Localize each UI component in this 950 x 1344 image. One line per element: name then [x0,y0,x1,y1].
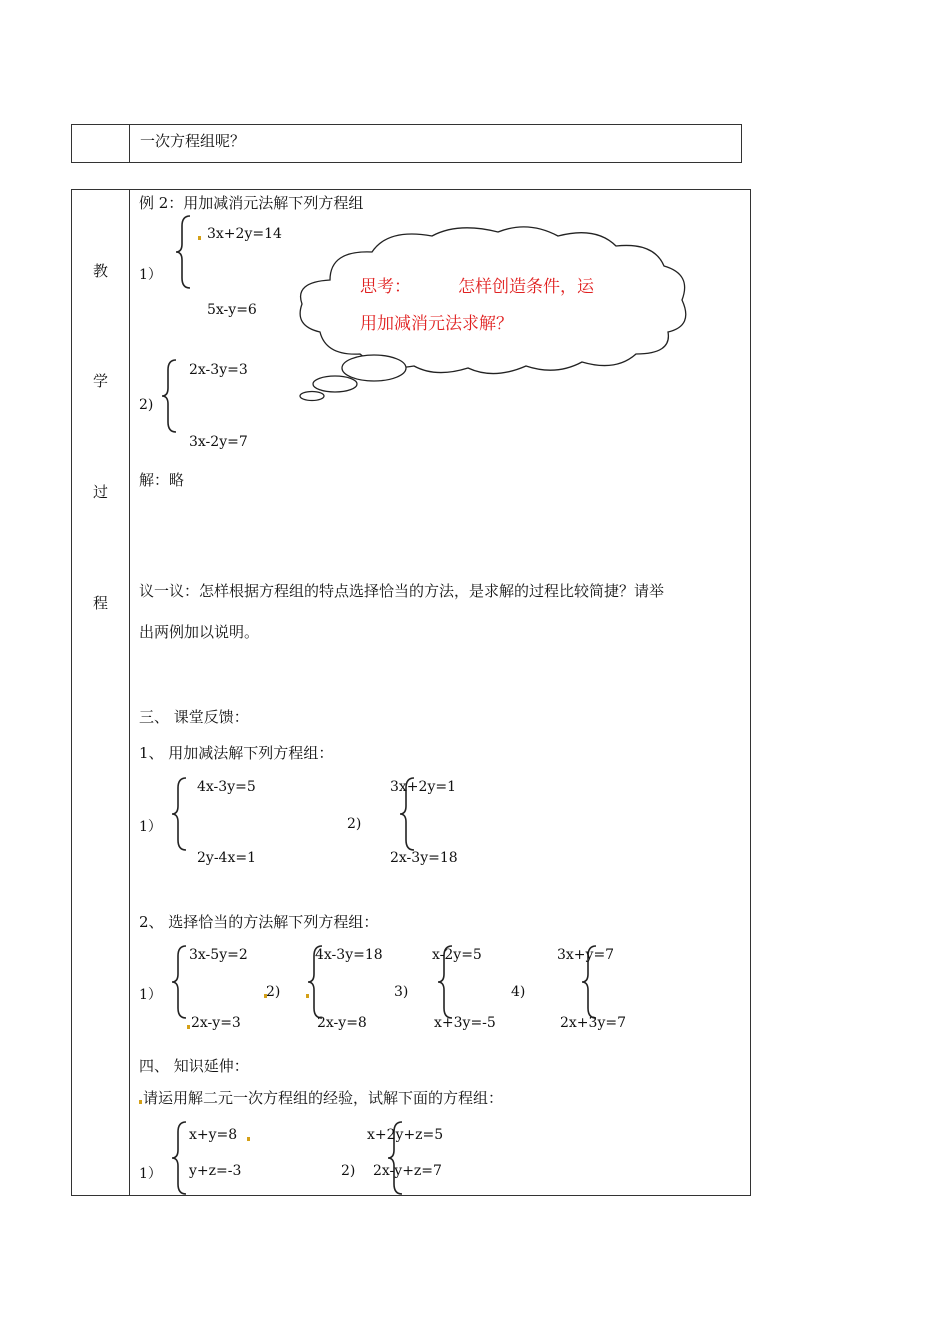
s4-p1-label: 1） [139,1166,162,1182]
q2-item3-eq1: x-2y=5 [432,947,482,963]
s4-p2-label: 2) [341,1163,356,1179]
s4-p2-eq1: x+2y+z=5 [367,1127,444,1143]
cloud-text-1a: 思考： [360,277,411,297]
section3-q2: 2、 选择恰当的方法解下列方程组： [139,913,379,931]
q1-p2-eq2: 2x-3y=18 [390,850,458,866]
s4-p1-eq1: x+y=8 [189,1127,238,1143]
q1-p1-eq1: 4x-3y=5 [197,779,256,795]
section4-intro: 请运用解二元一次方程组的经验，试解下面的方程组： [143,1089,504,1107]
section3-title: 三、 课堂反馈： [139,708,249,726]
q2-item4-eq2: 2x+3y=7 [560,1015,626,1031]
q1-p1-eq2: 2y-4x=1 [197,850,256,866]
ex2-p2-eq1: 2x-3y=3 [189,362,248,378]
brace-icon [174,214,194,290]
example2-title: 例 2：用加减消元法解下列方程组 [139,194,364,212]
brace-icon [170,1120,190,1196]
q2-item2-eq1: 4x-3y=18 [315,947,383,963]
q2-item3-eq2: x+3y=-5 [434,1015,496,1031]
section4-title: 四、 知识延伸： [139,1057,249,1075]
brace-icon [170,944,190,1020]
left-label-4: 程 [93,594,109,612]
left-label-1: 教 [93,262,109,280]
q2-item3-label: 3) [394,984,409,1000]
cloud-text-2: 用加减消元法求解？ [360,314,513,334]
section3-q1: 1、 用加减法解下列方程组： [139,744,334,762]
q2-item4-eq1: 3x+y=7 [557,947,615,963]
marker-dot [306,994,309,998]
main-table-divider [129,189,130,1196]
discuss-line1: 议一议：怎样根据方程组的特点选择恰当的方法，是求解的过程比较简捷？请举 [139,582,665,600]
ex2-solution: 解：略 [139,471,185,489]
q2-item2-label: 2) [266,984,281,1000]
s4-p1-eq2: y+z=-3 [189,1163,242,1179]
ex2-p1-label: 1） [139,267,162,283]
ex2-p1-eq1: 3x+2y=14 [207,226,282,242]
brace-icon [160,358,180,434]
left-label-3: 过 [93,483,109,501]
q2-item1-eq2: 2x-y=3 [191,1015,241,1031]
top-table-text: 一次方程组呢？ [140,132,246,150]
marker-dot [198,236,201,240]
marker-dot [139,1100,142,1104]
q1-p2-label: 2) [347,816,362,832]
q1-p2-eq1: 3x+2y=1 [390,779,456,795]
marker-dot [247,1137,250,1141]
left-label-2: 学 [93,372,109,390]
ex2-p1-eq2: 5x-y=6 [207,302,257,318]
q1-p1-label: 1） [139,819,162,835]
q2-item4-label: 4) [511,984,526,1000]
brace-icon [170,776,190,852]
cloud-text-1b: 怎样创造条件，运 [458,277,594,297]
q2-item1-eq1: 3x-5y=2 [189,947,248,963]
q2-item2-eq2: 2x-y=8 [317,1015,367,1031]
ex2-p2-label: 2) [139,397,154,413]
s4-p2-eq2: 2x-y+z=7 [373,1163,442,1179]
top-table-divider [129,124,130,163]
q2-item1-label: 1） [139,987,162,1003]
marker-dot [187,1025,190,1029]
discuss-line2: 出两例加以说明。 [139,623,260,641]
ex2-p2-eq2: 3x-2y=7 [189,434,248,450]
